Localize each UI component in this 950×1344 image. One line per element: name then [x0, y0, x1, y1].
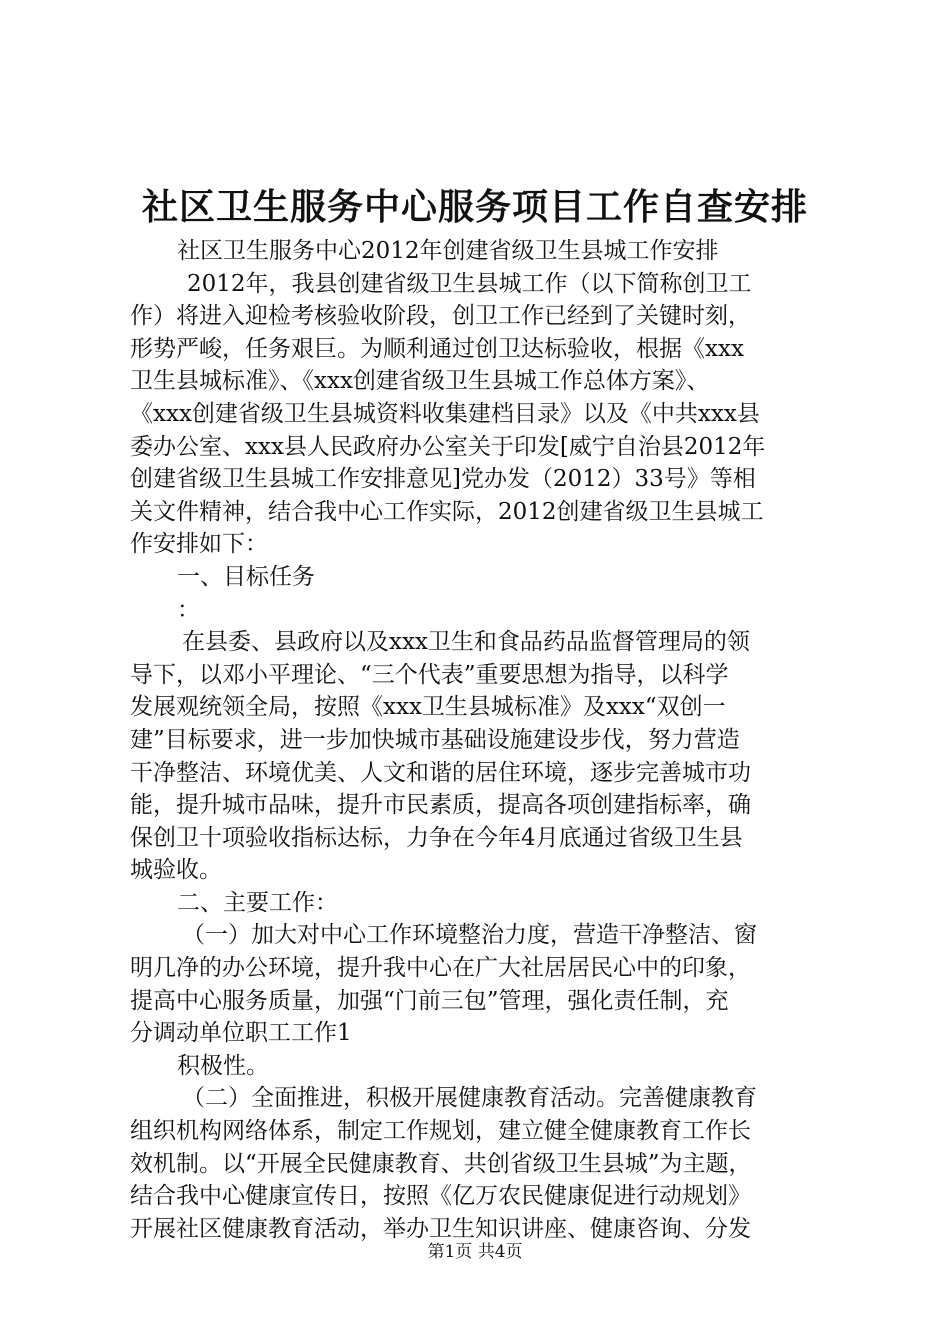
section-heading: 二、主要工作：: [177, 889, 338, 916]
text-line: 组织机构网络体系，制定工作规划，建立健全健康教育工作长: [130, 1118, 751, 1145]
text-line: 积极性。: [177, 1052, 269, 1079]
text-line: 2012年，我县创建省级卫生县城工作（以下简称创卫工: [187, 270, 752, 297]
text-line: 开展社区健康教育活动，举办卫生知识讲座、健康咨询、分发: [130, 1215, 751, 1242]
text-line: 建”目标要求，进一步加快城市基础设施建设步伐，努力营造: [130, 726, 740, 753]
text-line: 提高中心服务质量，加强“门前三包”管理，强化责任制，充: [130, 987, 729, 1014]
text-line: 在县委、县政府以及xxx卫生和食品药品监督管理局的领: [182, 629, 750, 656]
text-line: 结合我中心健康宣传日，按照《亿万农民健康促进行动规划》: [130, 1183, 751, 1210]
page-number: 第1页 共4页: [427, 1242, 523, 1262]
text-line: 形势严峻，任务艰巨。为顺利通过创卫达标验收，根据《xxx: [130, 335, 744, 362]
text-line: 作）将进入迎检考核验收阶段，创卫工作已经到了关键时刻，: [130, 303, 751, 330]
text-line: 关文件精神，结合我中心工作实际，2012创建省级卫生县城工: [130, 498, 764, 525]
text-line: （二）全面推进，积极开展健康教育活动。完善健康教育: [182, 1085, 757, 1112]
text-line: 明几净的办公环境，提升我中心在广大社居居民心中的印象，: [130, 955, 751, 982]
document-title: 社区卫生服务中心服务项目工作自查安排: [141, 187, 808, 228]
text-line: 卫生县城标准》、《xxx创建省级卫生县城工作总体方案》、: [130, 368, 710, 395]
text-line: 作安排如下：: [130, 531, 268, 558]
text-line: 社区卫生服务中心2012年创建省级卫生县城工作安排: [177, 238, 719, 264]
text-line: 城验收。: [130, 857, 222, 884]
text-line: 发展观统领全局，按照《xxx卫生县城标准》及xxx“双创一: [130, 694, 726, 721]
text-line: （一）加大对中心工作环境整治力度，营造干净整洁、窗: [182, 922, 757, 949]
section-heading: 一、目标任务: [177, 563, 315, 590]
text-line: 效机制。以“开展全民健康教育、共创省级卫生县城”为主题，: [130, 1150, 752, 1177]
text-line: 《xxx创建省级卫生县城资料收集建档目录》以及《中共xxx县: [130, 400, 760, 427]
text-line: 能，提升城市品味，提升市民素质，提高各项创建指标率，确: [130, 792, 751, 819]
text-line: 创建省级卫生县城工作安排意见]党办发（2012）33号》等相: [130, 466, 756, 493]
text-line: 委办公室、xxx县人民政府办公室关于印发[威宁自治县2012年: [130, 433, 766, 460]
text-line: 导下，以邓小平理论、“三个代表”重要思想为指导，以科学: [130, 661, 729, 688]
text-line: 干净整洁、环境优美、人文和谐的居住环境，逐步完善城市功: [130, 759, 751, 786]
text-line: ：: [177, 596, 200, 623]
text-line: 分调动单位职工工作1: [130, 1020, 352, 1047]
text-line: 保创卫十项验收指标达标，力争在今年4月底通过省级卫生县: [130, 824, 743, 851]
document-body: [130, 235, 835, 1245]
